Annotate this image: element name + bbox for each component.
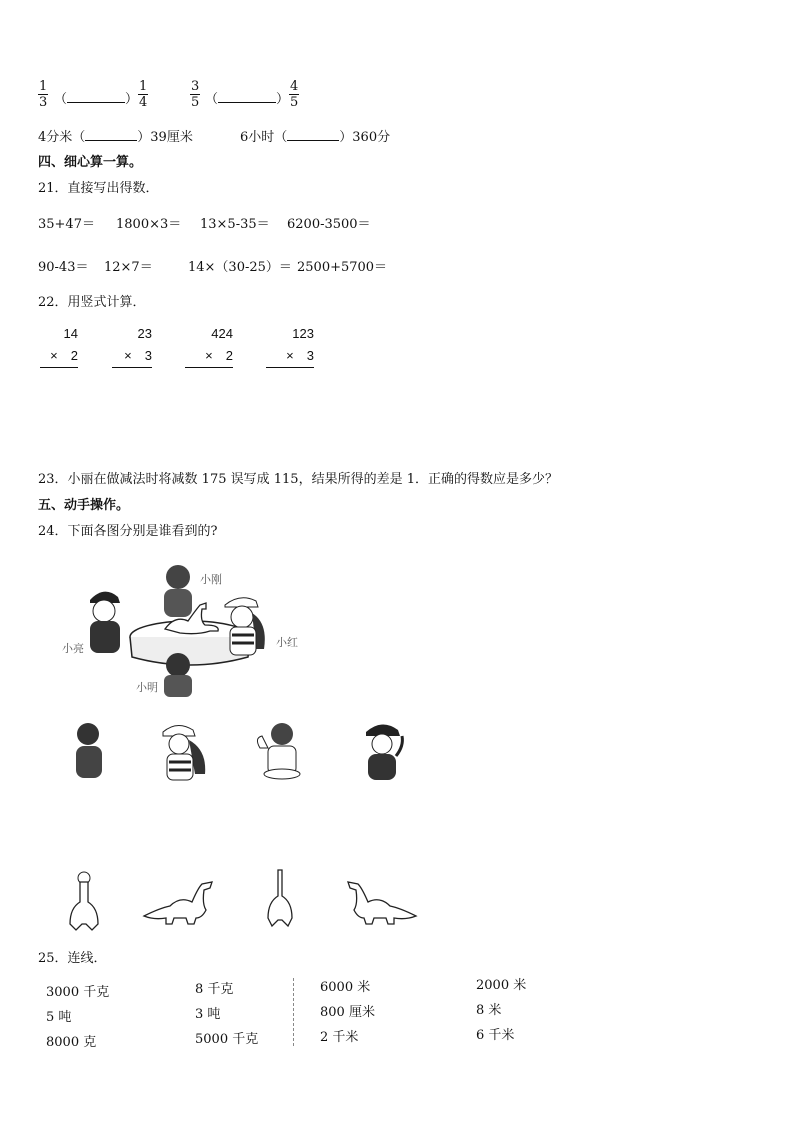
q21-r2-c3: 14×（30-25）＝ (188, 260, 292, 275)
match-right-col2 (476, 973, 526, 1048)
dinosaur-side-view-2 (340, 876, 420, 926)
section-4-title: 四、细心算一算。 (38, 155, 143, 170)
fraction-3-5: $\frac{3}{5}$ (191, 79, 200, 110)
dinosaur-front-view (60, 868, 110, 934)
unit-compare-1[interactable]: 4分米（ ）39厘米 (38, 130, 193, 145)
q21-r1-c3: 13×5-35＝ (200, 217, 270, 232)
dinosaur-back-view (260, 866, 300, 932)
label-xiaohong: 小红 (276, 636, 298, 649)
fraction-1-3: $\frac{1}{3}$ (39, 79, 48, 110)
child-view-2 (155, 718, 215, 782)
q21-r1-c2: 1800×3＝ (116, 217, 182, 232)
q21-prompt: 21．直接写出得数． (38, 181, 159, 196)
match-item[interactable]: 8 米 (476, 1003, 502, 1018)
match-item[interactable]: 6 千米 (476, 1028, 515, 1043)
q22-prompt: 22．用竖式计算． (38, 295, 146, 310)
child-view-4 (360, 718, 410, 784)
compare-blank-2[interactable]: （ ） (205, 92, 290, 107)
q23-text: 23．小丽在做减法时将减数 175 误写成 115，结果所得的差是 1．正确的得数应是多少？ (38, 472, 558, 487)
match-item[interactable]: 3000 千克 (46, 985, 110, 1000)
unit-compare-2[interactable]: 6小时（ ）360分 (240, 130, 391, 145)
q25-prompt: 25．连线． (38, 951, 107, 966)
match-item[interactable]: 8 千克 (195, 982, 234, 997)
match-item[interactable]: 5 吨 (46, 1010, 72, 1025)
scene-illustration (60, 555, 320, 705)
match-right-col1 (320, 975, 375, 1050)
label-xiaogang: 小刚 (200, 573, 222, 586)
section-5-title: 五、动手操作。 (38, 498, 130, 513)
label-xiaoming: 小明 (136, 681, 158, 694)
child-view-1 (70, 718, 110, 782)
match-item[interactable]: 5000 千克 (195, 1032, 259, 1047)
match-left-col2 (195, 977, 258, 1052)
match-item[interactable]: 800 厘米 (320, 1005, 375, 1020)
q24-prompt: 24．下面各图分别是谁看到的? (38, 524, 218, 539)
q21-r2-c2: 12×7＝ (104, 260, 153, 275)
q21-r1-c1: 35+47＝ (38, 217, 95, 232)
fraction-4-5: $\frac{4}{5}$ (290, 79, 299, 110)
dinosaur-side-view-1 (140, 876, 220, 926)
match-item[interactable]: 2000 米 (476, 978, 527, 993)
divider (293, 978, 294, 1046)
vertical-calc-3: 424 × 2 (185, 323, 233, 368)
q21-r2-c4: 2500+5700＝ (297, 260, 388, 275)
label-xiaoliang: 小亮 (62, 642, 84, 655)
match-item[interactable]: 3 吨 (195, 1007, 221, 1022)
vertical-calc-2: 23 × 3 (112, 323, 152, 368)
q21-r1-c4: 6200-3500＝ (287, 217, 371, 232)
match-item[interactable]: 8000 克 (46, 1035, 97, 1050)
match-left-col1 (46, 980, 109, 1055)
child-view-3 (252, 718, 312, 782)
fraction-1-4: $\frac{1}{4}$ (139, 79, 148, 110)
match-item[interactable]: 2 千米 (320, 1030, 359, 1045)
vertical-calc-4: 123 × 3 (266, 323, 314, 368)
match-item[interactable]: 6000 米 (320, 980, 371, 995)
q21-r2-c1: 90-43＝ (38, 260, 89, 275)
vertical-calc-1: 14 × 2 (40, 323, 78, 368)
compare-blank-1[interactable]: （ ） (54, 92, 139, 107)
